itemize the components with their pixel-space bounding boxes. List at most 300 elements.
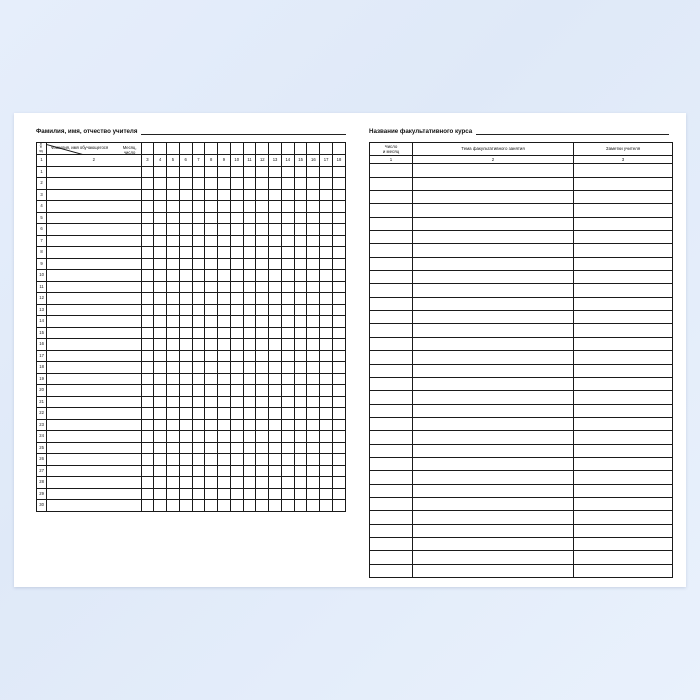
attendance-cell[interactable] — [218, 477, 231, 489]
attendance-cell[interactable] — [192, 224, 205, 236]
attendance-cell[interactable] — [218, 270, 231, 282]
attendance-cell[interactable] — [320, 477, 333, 489]
attendance-cell[interactable] — [192, 419, 205, 431]
attendance-cell[interactable] — [141, 281, 154, 293]
attendance-cell[interactable] — [167, 189, 180, 201]
attendance-cell[interactable] — [218, 396, 231, 408]
attendance-cell[interactable] — [294, 477, 307, 489]
attendance-cell[interactable] — [154, 270, 167, 282]
attendance-cell[interactable] — [320, 465, 333, 477]
attendance-cell[interactable] — [167, 247, 180, 259]
attendance-cell[interactable] — [205, 247, 218, 259]
attendance-cell[interactable] — [256, 362, 269, 374]
attendance-cell[interactable] — [281, 224, 294, 236]
attendance-cell[interactable] — [141, 327, 154, 339]
attendance-cell[interactable] — [307, 293, 320, 305]
notes-cell[interactable] — [574, 191, 673, 204]
attendance-cell[interactable] — [141, 166, 154, 178]
attendance-cell[interactable] — [230, 408, 243, 420]
attendance-cell[interactable] — [294, 270, 307, 282]
attendance-cell[interactable] — [320, 488, 333, 500]
attendance-cell[interactable] — [192, 408, 205, 420]
student-name-cell[interactable] — [47, 178, 141, 190]
student-name-cell[interactable] — [47, 500, 141, 512]
attendance-cell[interactable] — [179, 293, 192, 305]
student-name-cell[interactable] — [47, 465, 141, 477]
attendance-cell[interactable] — [269, 304, 282, 316]
attendance-cell[interactable] — [307, 189, 320, 201]
attendance-cell[interactable] — [307, 500, 320, 512]
attendance-cell[interactable] — [230, 488, 243, 500]
attendance-cell[interactable] — [256, 339, 269, 351]
attendance-cell[interactable] — [281, 500, 294, 512]
attendance-cell[interactable] — [141, 316, 154, 328]
attendance-cell[interactable] — [141, 454, 154, 466]
attendance-cell[interactable] — [294, 281, 307, 293]
attendance-cell[interactable] — [294, 258, 307, 270]
date-cell[interactable] — [370, 351, 413, 364]
attendance-cell[interactable] — [141, 488, 154, 500]
attendance-cell[interactable] — [192, 247, 205, 259]
attendance-cell[interactable] — [281, 419, 294, 431]
attendance-cell[interactable] — [281, 270, 294, 282]
attendance-cell[interactable] — [320, 201, 333, 213]
attendance-cell[interactable] — [294, 350, 307, 362]
attendance-cell[interactable] — [205, 350, 218, 362]
attendance-cell[interactable] — [141, 465, 154, 477]
attendance-cell[interactable] — [167, 258, 180, 270]
attendance-cell[interactable] — [332, 350, 345, 362]
attendance-cell[interactable] — [167, 408, 180, 420]
notes-cell[interactable] — [574, 351, 673, 364]
attendance-cell[interactable] — [230, 396, 243, 408]
attendance-cell[interactable] — [320, 178, 333, 190]
date-cell[interactable] — [370, 471, 413, 484]
attendance-cell[interactable] — [230, 442, 243, 454]
attendance-cell[interactable] — [294, 431, 307, 443]
attendance-cell[interactable] — [307, 327, 320, 339]
attendance-cell[interactable] — [192, 270, 205, 282]
attendance-cell[interactable] — [332, 201, 345, 213]
topic-cell[interactable] — [413, 537, 574, 550]
attendance-cell[interactable] — [218, 350, 231, 362]
attendance-cell[interactable] — [179, 166, 192, 178]
attendance-cell[interactable] — [269, 373, 282, 385]
attendance-cell[interactable] — [294, 189, 307, 201]
attendance-cell[interactable] — [243, 178, 256, 190]
attendance-cell[interactable] — [256, 258, 269, 270]
attendance-cell[interactable] — [281, 166, 294, 178]
attendance-cell[interactable] — [154, 293, 167, 305]
student-name-cell[interactable] — [47, 419, 141, 431]
notes-cell[interactable] — [574, 404, 673, 417]
attendance-cell[interactable] — [218, 293, 231, 305]
student-name-cell[interactable] — [47, 396, 141, 408]
attendance-cell[interactable] — [230, 385, 243, 397]
attendance-cell[interactable] — [141, 339, 154, 351]
attendance-cell[interactable] — [167, 166, 180, 178]
topic-cell[interactable] — [413, 311, 574, 324]
attendance-cell[interactable] — [205, 465, 218, 477]
attendance-cell[interactable] — [243, 339, 256, 351]
attendance-cell[interactable] — [141, 304, 154, 316]
attendance-cell[interactable] — [294, 339, 307, 351]
attendance-cell[interactable] — [307, 408, 320, 420]
attendance-cell[interactable] — [154, 339, 167, 351]
notes-cell[interactable] — [574, 391, 673, 404]
attendance-cell[interactable] — [141, 500, 154, 512]
attendance-cell[interactable] — [192, 454, 205, 466]
attendance-cell[interactable] — [320, 224, 333, 236]
attendance-cell[interactable] — [320, 270, 333, 282]
attendance-cell[interactable] — [281, 350, 294, 362]
attendance-cell[interactable] — [154, 385, 167, 397]
notes-cell[interactable] — [574, 271, 673, 284]
attendance-cell[interactable] — [179, 488, 192, 500]
attendance-cell[interactable] — [332, 281, 345, 293]
attendance-cell[interactable] — [205, 224, 218, 236]
date-cell[interactable] — [370, 497, 413, 510]
notes-cell[interactable] — [574, 417, 673, 430]
attendance-cell[interactable] — [167, 431, 180, 443]
date-cell[interactable] — [370, 337, 413, 350]
attendance-cell[interactable] — [179, 442, 192, 454]
attendance-cell[interactable] — [205, 362, 218, 374]
notes-cell[interactable] — [574, 524, 673, 537]
attendance-cell[interactable] — [307, 258, 320, 270]
attendance-cell[interactable] — [141, 224, 154, 236]
attendance-cell[interactable] — [332, 373, 345, 385]
topic-cell[interactable] — [413, 231, 574, 244]
student-name-cell[interactable] — [47, 362, 141, 374]
student-name-cell[interactable] — [47, 212, 141, 224]
notes-cell[interactable] — [574, 177, 673, 190]
attendance-cell[interactable] — [294, 178, 307, 190]
date-cell[interactable] — [370, 364, 413, 377]
attendance-cell[interactable] — [205, 408, 218, 420]
attendance-cell[interactable] — [243, 442, 256, 454]
attendance-cell[interactable] — [243, 235, 256, 247]
attendance-cell[interactable] — [218, 201, 231, 213]
attendance-cell[interactable] — [269, 270, 282, 282]
attendance-cell[interactable] — [269, 235, 282, 247]
attendance-cell[interactable] — [256, 304, 269, 316]
attendance-cell[interactable] — [281, 304, 294, 316]
attendance-cell[interactable] — [154, 258, 167, 270]
topic-cell[interactable] — [413, 177, 574, 190]
attendance-cell[interactable] — [269, 212, 282, 224]
topic-cell[interactable] — [413, 164, 574, 177]
attendance-cell[interactable] — [281, 465, 294, 477]
attendance-cell[interactable] — [230, 281, 243, 293]
attendance-cell[interactable] — [230, 477, 243, 489]
attendance-cell[interactable] — [230, 270, 243, 282]
attendance-cell[interactable] — [167, 339, 180, 351]
attendance-cell[interactable] — [167, 385, 180, 397]
notes-cell[interactable] — [574, 257, 673, 270]
attendance-cell[interactable] — [332, 270, 345, 282]
attendance-cell[interactable] — [205, 212, 218, 224]
date-cell[interactable] — [370, 217, 413, 230]
attendance-cell[interactable] — [154, 316, 167, 328]
attendance-cell[interactable] — [192, 385, 205, 397]
attendance-cell[interactable] — [218, 385, 231, 397]
attendance-cell[interactable] — [332, 258, 345, 270]
attendance-cell[interactable] — [154, 373, 167, 385]
attendance-cell[interactable] — [179, 235, 192, 247]
attendance-cell[interactable] — [179, 431, 192, 443]
attendance-cell[interactable] — [205, 178, 218, 190]
attendance-cell[interactable] — [307, 224, 320, 236]
attendance-cell[interactable] — [256, 396, 269, 408]
attendance-cell[interactable] — [269, 350, 282, 362]
topic-cell[interactable] — [413, 551, 574, 564]
attendance-cell[interactable] — [167, 224, 180, 236]
attendance-cell[interactable] — [269, 442, 282, 454]
attendance-cell[interactable] — [218, 431, 231, 443]
attendance-cell[interactable] — [192, 189, 205, 201]
attendance-cell[interactable] — [307, 166, 320, 178]
attendance-cell[interactable] — [307, 362, 320, 374]
notes-cell[interactable] — [574, 164, 673, 177]
attendance-cell[interactable] — [167, 327, 180, 339]
attendance-cell[interactable] — [243, 477, 256, 489]
attendance-cell[interactable] — [256, 500, 269, 512]
attendance-cell[interactable] — [218, 339, 231, 351]
attendance-cell[interactable] — [332, 304, 345, 316]
attendance-cell[interactable] — [230, 350, 243, 362]
notes-cell[interactable] — [574, 244, 673, 257]
attendance-cell[interactable] — [256, 166, 269, 178]
attendance-cell[interactable] — [230, 178, 243, 190]
attendance-cell[interactable] — [205, 166, 218, 178]
attendance-cell[interactable] — [307, 431, 320, 443]
attendance-cell[interactable] — [332, 408, 345, 420]
attendance-cell[interactable] — [230, 201, 243, 213]
attendance-cell[interactable] — [205, 304, 218, 316]
student-name-cell[interactable] — [47, 235, 141, 247]
attendance-cell[interactable] — [256, 235, 269, 247]
attendance-cell[interactable] — [307, 454, 320, 466]
attendance-cell[interactable] — [179, 178, 192, 190]
attendance-cell[interactable] — [332, 362, 345, 374]
notes-cell[interactable] — [574, 284, 673, 297]
attendance-cell[interactable] — [230, 247, 243, 259]
attendance-cell[interactable] — [256, 385, 269, 397]
attendance-cell[interactable] — [205, 201, 218, 213]
attendance-cell[interactable] — [205, 442, 218, 454]
attendance-cell[interactable] — [179, 385, 192, 397]
attendance-cell[interactable] — [307, 442, 320, 454]
attendance-cell[interactable] — [179, 408, 192, 420]
attendance-cell[interactable] — [243, 293, 256, 305]
attendance-cell[interactable] — [167, 201, 180, 213]
attendance-cell[interactable] — [243, 408, 256, 420]
student-name-cell[interactable] — [47, 385, 141, 397]
topic-cell[interactable] — [413, 191, 574, 204]
attendance-cell[interactable] — [269, 293, 282, 305]
date-cell[interactable] — [370, 484, 413, 497]
attendance-cell[interactable] — [332, 166, 345, 178]
date-cell[interactable] — [370, 511, 413, 524]
attendance-cell[interactable] — [256, 454, 269, 466]
attendance-cell[interactable] — [320, 350, 333, 362]
attendance-cell[interactable] — [256, 316, 269, 328]
attendance-cell[interactable] — [294, 166, 307, 178]
topic-cell[interactable] — [413, 204, 574, 217]
attendance-cell[interactable] — [256, 350, 269, 362]
attendance-cell[interactable] — [256, 178, 269, 190]
topic-cell[interactable] — [413, 564, 574, 577]
attendance-cell[interactable] — [269, 488, 282, 500]
attendance-cell[interactable] — [281, 454, 294, 466]
attendance-cell[interactable] — [230, 373, 243, 385]
notes-cell[interactable] — [574, 324, 673, 337]
attendance-cell[interactable] — [320, 304, 333, 316]
attendance-cell[interactable] — [230, 166, 243, 178]
attendance-cell[interactable] — [281, 339, 294, 351]
attendance-cell[interactable] — [332, 224, 345, 236]
topic-cell[interactable] — [413, 244, 574, 257]
student-name-cell[interactable] — [47, 166, 141, 178]
attendance-cell[interactable] — [256, 281, 269, 293]
attendance-cell[interactable] — [205, 396, 218, 408]
attendance-cell[interactable] — [230, 339, 243, 351]
attendance-cell[interactable] — [167, 316, 180, 328]
attendance-cell[interactable] — [294, 316, 307, 328]
attendance-cell[interactable] — [320, 408, 333, 420]
attendance-cell[interactable] — [281, 189, 294, 201]
attendance-cell[interactable] — [192, 201, 205, 213]
attendance-cell[interactable] — [179, 189, 192, 201]
attendance-cell[interactable] — [243, 454, 256, 466]
attendance-cell[interactable] — [218, 258, 231, 270]
attendance-cell[interactable] — [307, 396, 320, 408]
notes-cell[interactable] — [574, 364, 673, 377]
topic-cell[interactable] — [413, 484, 574, 497]
attendance-cell[interactable] — [154, 212, 167, 224]
attendance-cell[interactable] — [332, 419, 345, 431]
attendance-cell[interactable] — [230, 258, 243, 270]
attendance-cell[interactable] — [230, 431, 243, 443]
date-cell[interactable] — [370, 311, 413, 324]
date-cell[interactable] — [370, 444, 413, 457]
attendance-cell[interactable] — [167, 442, 180, 454]
attendance-cell[interactable] — [269, 477, 282, 489]
date-cell[interactable] — [370, 457, 413, 470]
topic-cell[interactable] — [413, 471, 574, 484]
attendance-cell[interactable] — [192, 465, 205, 477]
attendance-cell[interactable] — [192, 258, 205, 270]
attendance-cell[interactable] — [179, 419, 192, 431]
attendance-cell[interactable] — [218, 419, 231, 431]
attendance-cell[interactable] — [218, 488, 231, 500]
date-cell[interactable] — [370, 431, 413, 444]
notes-cell[interactable] — [574, 551, 673, 564]
attendance-cell[interactable] — [256, 408, 269, 420]
attendance-cell[interactable] — [320, 362, 333, 374]
attendance-cell[interactable] — [218, 189, 231, 201]
attendance-cell[interactable] — [167, 454, 180, 466]
topic-cell[interactable] — [413, 404, 574, 417]
attendance-cell[interactable] — [256, 465, 269, 477]
attendance-cell[interactable] — [179, 212, 192, 224]
attendance-cell[interactable] — [141, 270, 154, 282]
attendance-cell[interactable] — [332, 235, 345, 247]
notes-cell[interactable] — [574, 204, 673, 217]
attendance-cell[interactable] — [179, 465, 192, 477]
attendance-cell[interactable] — [205, 500, 218, 512]
attendance-cell[interactable] — [205, 327, 218, 339]
attendance-cell[interactable] — [294, 373, 307, 385]
attendance-cell[interactable] — [332, 178, 345, 190]
attendance-cell[interactable] — [332, 488, 345, 500]
date-cell[interactable] — [370, 164, 413, 177]
attendance-cell[interactable] — [218, 304, 231, 316]
attendance-cell[interactable] — [179, 281, 192, 293]
attendance-cell[interactable] — [218, 166, 231, 178]
attendance-cell[interactable] — [243, 212, 256, 224]
attendance-cell[interactable] — [154, 465, 167, 477]
date-cell[interactable] — [370, 377, 413, 390]
attendance-cell[interactable] — [205, 293, 218, 305]
attendance-cell[interactable] — [167, 304, 180, 316]
attendance-cell[interactable] — [281, 281, 294, 293]
attendance-cell[interactable] — [243, 385, 256, 397]
attendance-cell[interactable] — [269, 339, 282, 351]
notes-cell[interactable] — [574, 564, 673, 577]
student-name-cell[interactable] — [47, 408, 141, 420]
attendance-cell[interactable] — [192, 339, 205, 351]
attendance-cell[interactable] — [332, 477, 345, 489]
attendance-cell[interactable] — [281, 258, 294, 270]
notes-cell[interactable] — [574, 537, 673, 550]
topic-cell[interactable] — [413, 511, 574, 524]
attendance-cell[interactable] — [192, 350, 205, 362]
attendance-cell[interactable] — [307, 477, 320, 489]
attendance-cell[interactable] — [281, 431, 294, 443]
attendance-cell[interactable] — [141, 396, 154, 408]
attendance-cell[interactable] — [154, 281, 167, 293]
attendance-cell[interactable] — [320, 442, 333, 454]
attendance-cell[interactable] — [141, 178, 154, 190]
attendance-cell[interactable] — [192, 178, 205, 190]
attendance-cell[interactable] — [154, 454, 167, 466]
attendance-cell[interactable] — [243, 224, 256, 236]
student-name-cell[interactable] — [47, 339, 141, 351]
attendance-cell[interactable] — [307, 419, 320, 431]
attendance-cell[interactable] — [141, 419, 154, 431]
attendance-cell[interactable] — [256, 442, 269, 454]
attendance-cell[interactable] — [281, 212, 294, 224]
date-cell[interactable] — [370, 404, 413, 417]
attendance-cell[interactable] — [192, 396, 205, 408]
attendance-cell[interactable] — [332, 212, 345, 224]
attendance-cell[interactable] — [281, 362, 294, 374]
attendance-cell[interactable] — [192, 327, 205, 339]
attendance-cell[interactable] — [281, 316, 294, 328]
student-name-cell[interactable] — [47, 442, 141, 454]
attendance-cell[interactable] — [320, 339, 333, 351]
attendance-cell[interactable] — [307, 350, 320, 362]
attendance-cell[interactable] — [192, 281, 205, 293]
attendance-cell[interactable] — [269, 396, 282, 408]
attendance-cell[interactable] — [269, 408, 282, 420]
notes-cell[interactable] — [574, 311, 673, 324]
attendance-cell[interactable] — [320, 247, 333, 259]
attendance-cell[interactable] — [192, 293, 205, 305]
attendance-cell[interactable] — [256, 270, 269, 282]
